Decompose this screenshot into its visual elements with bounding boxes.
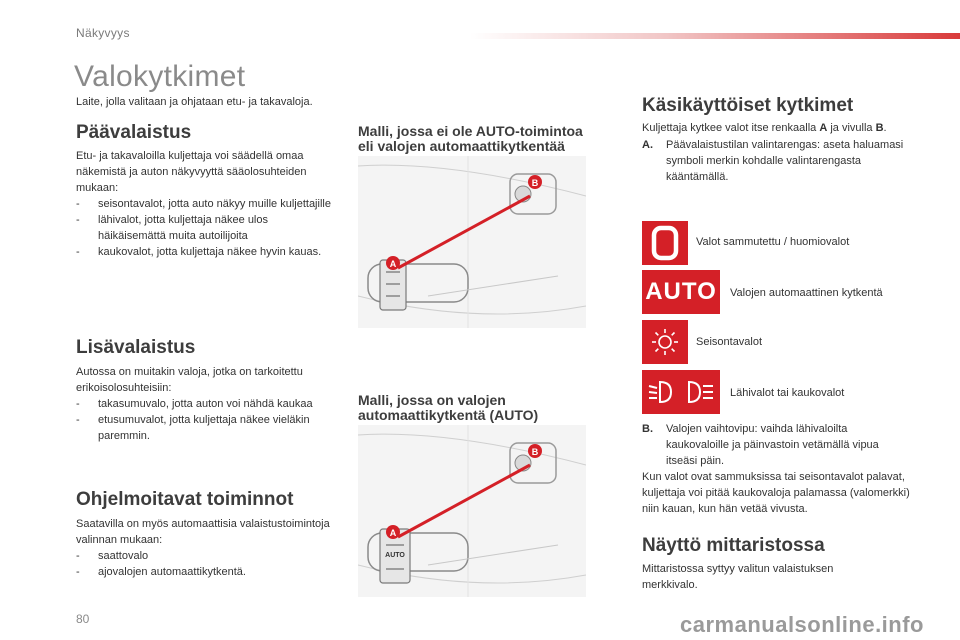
item-b-text: Valojen vaihtovipu: vaihda lähivaloilta kaukovaloille ja päinvastoin vetämällä vipua itseäsi päin. <box>666 423 879 467</box>
auto-icon-glyph: AUTO <box>645 278 717 305</box>
callout-a: A <box>389 528 397 538</box>
heading-line: eli valojen automaattikytkentää <box>358 138 565 154</box>
heading-programmable: Ohjelmoitavat toiminnot <box>76 489 294 510</box>
item-a-letter: A. <box>642 139 653 151</box>
zero-icon <box>642 221 688 265</box>
stalk-drawing <box>358 156 586 328</box>
callout-b: B <box>531 178 539 188</box>
list-item: - etusumuvalot, jotta kuljettaja näkee vieläkin paremmin. <box>76 412 338 444</box>
heading-line: Malli, jossa on valojen <box>358 392 506 408</box>
list-item: - saattovalo <box>76 548 338 564</box>
heading-manual-switches: Käsikäyttöiset kytkimet <box>642 95 854 116</box>
heading-main-lights: Päävalaistus <box>76 122 192 143</box>
heading-model-auto <box>358 393 538 423</box>
stalk-drawing <box>358 425 586 597</box>
main-lights-list <box>76 196 338 260</box>
high-beam-flash-text: Kun valot ovat sammuksissa tai seisontavalot palavat, kuljettaja voi pitää kaukovaloja palamassa (valomerkki) niin kauan, kun hän vetää vivusta. <box>642 471 910 515</box>
item-b-letter: B. <box>642 423 653 435</box>
page-number: 80 <box>76 612 90 626</box>
list-item: - kaukovalot, jotta kuljettaja näkee hyvin kauas. <box>76 244 338 260</box>
parking-light-label: Seisontavalot <box>696 336 763 348</box>
stalk-illustration-auto <box>358 425 586 597</box>
intro-letter-a: A <box>819 122 828 134</box>
low-high-beam-icon <box>642 370 720 414</box>
auto-icon <box>642 270 720 314</box>
intro-text: Laite, jolla valitaan ja ohjataan etu- ja takavaloja. <box>76 96 313 108</box>
item-b <box>642 421 904 469</box>
list-item: - lähivalot, jotta kuljettaja näkee ulos häikäisemättä muita autoilijoita <box>76 212 338 244</box>
stalk-auto-label: AUTO <box>385 552 405 559</box>
extra-lights-list <box>76 396 338 444</box>
intro-text-part: . <box>883 122 887 134</box>
header-bar <box>470 33 960 39</box>
programmable-list <box>76 548 338 580</box>
list-item: - ajovalojen automaattikytkentä. <box>76 564 338 580</box>
section-header: Näkyvyys <box>76 26 130 40</box>
callout-a: A <box>389 259 397 269</box>
heading-extra-lights: Lisävalaistus <box>76 337 196 358</box>
programmable-text: Saatavilla on myös automaattisia valaistustoimintoja valinnan mukaan: <box>76 518 330 546</box>
auto-icon-label: Valojen automaattinen kytkentä <box>730 287 883 299</box>
watermark: carmanualsonline.info <box>680 612 924 637</box>
extra-lights-text: Autossa on muitakin valoja, jotka on tarkoitettu erikoisolosuhteisiin: <box>76 366 303 394</box>
heading-display: Näyttö mittaristossa <box>642 535 825 556</box>
item-a <box>642 137 904 185</box>
list-item: - takasumuvalo, jotta auton voi nähdä kaukaa <box>76 396 338 412</box>
intro-text-part: ja vivulla <box>827 122 876 134</box>
heading-line: Malli, jossa ei ole AUTO-toimintoa <box>358 123 583 139</box>
zero-icon-label: Valot sammutettu / huomiovalot <box>696 236 850 248</box>
low-high-beam-label: Lähivalot tai kaukovalot <box>730 387 845 399</box>
heading-model-no-auto <box>358 124 583 154</box>
manual-intro <box>642 120 912 136</box>
main-lights-text: Etu- ja takavaloilla kuljettaja voi säädellä omaa näkemistä ja auton näkyvyyttä sääolosuhteiden mukaan: <box>76 150 307 194</box>
display-text: Mittaristossa syttyy valitun valaistuksen merkkivalo. <box>642 563 834 591</box>
low-high-beam-glyph <box>647 377 715 407</box>
heading-line: automaattikytkentä (AUTO) <box>358 407 539 423</box>
intro-text-part: Kuljettaja kytkee valot itse renkaalla <box>642 122 820 134</box>
parking-light-icon <box>642 320 688 364</box>
list-item: - seisontavalot, jotta auto näkyy muille kuljettajille <box>76 196 338 212</box>
intro-letter-b: B <box>875 122 884 134</box>
callout-b: B <box>531 447 539 457</box>
stalk-illustration-no-auto <box>358 156 586 328</box>
parking-light-glyph <box>650 327 680 357</box>
page-title: Valokytkimet <box>74 60 246 93</box>
zero-icon-glyph <box>650 225 680 261</box>
item-a-text: Päävalaistustilan valintarengas: aseta haluamasi symboli merkin kohdalle valintarengasta kääntämällä. <box>666 139 904 183</box>
